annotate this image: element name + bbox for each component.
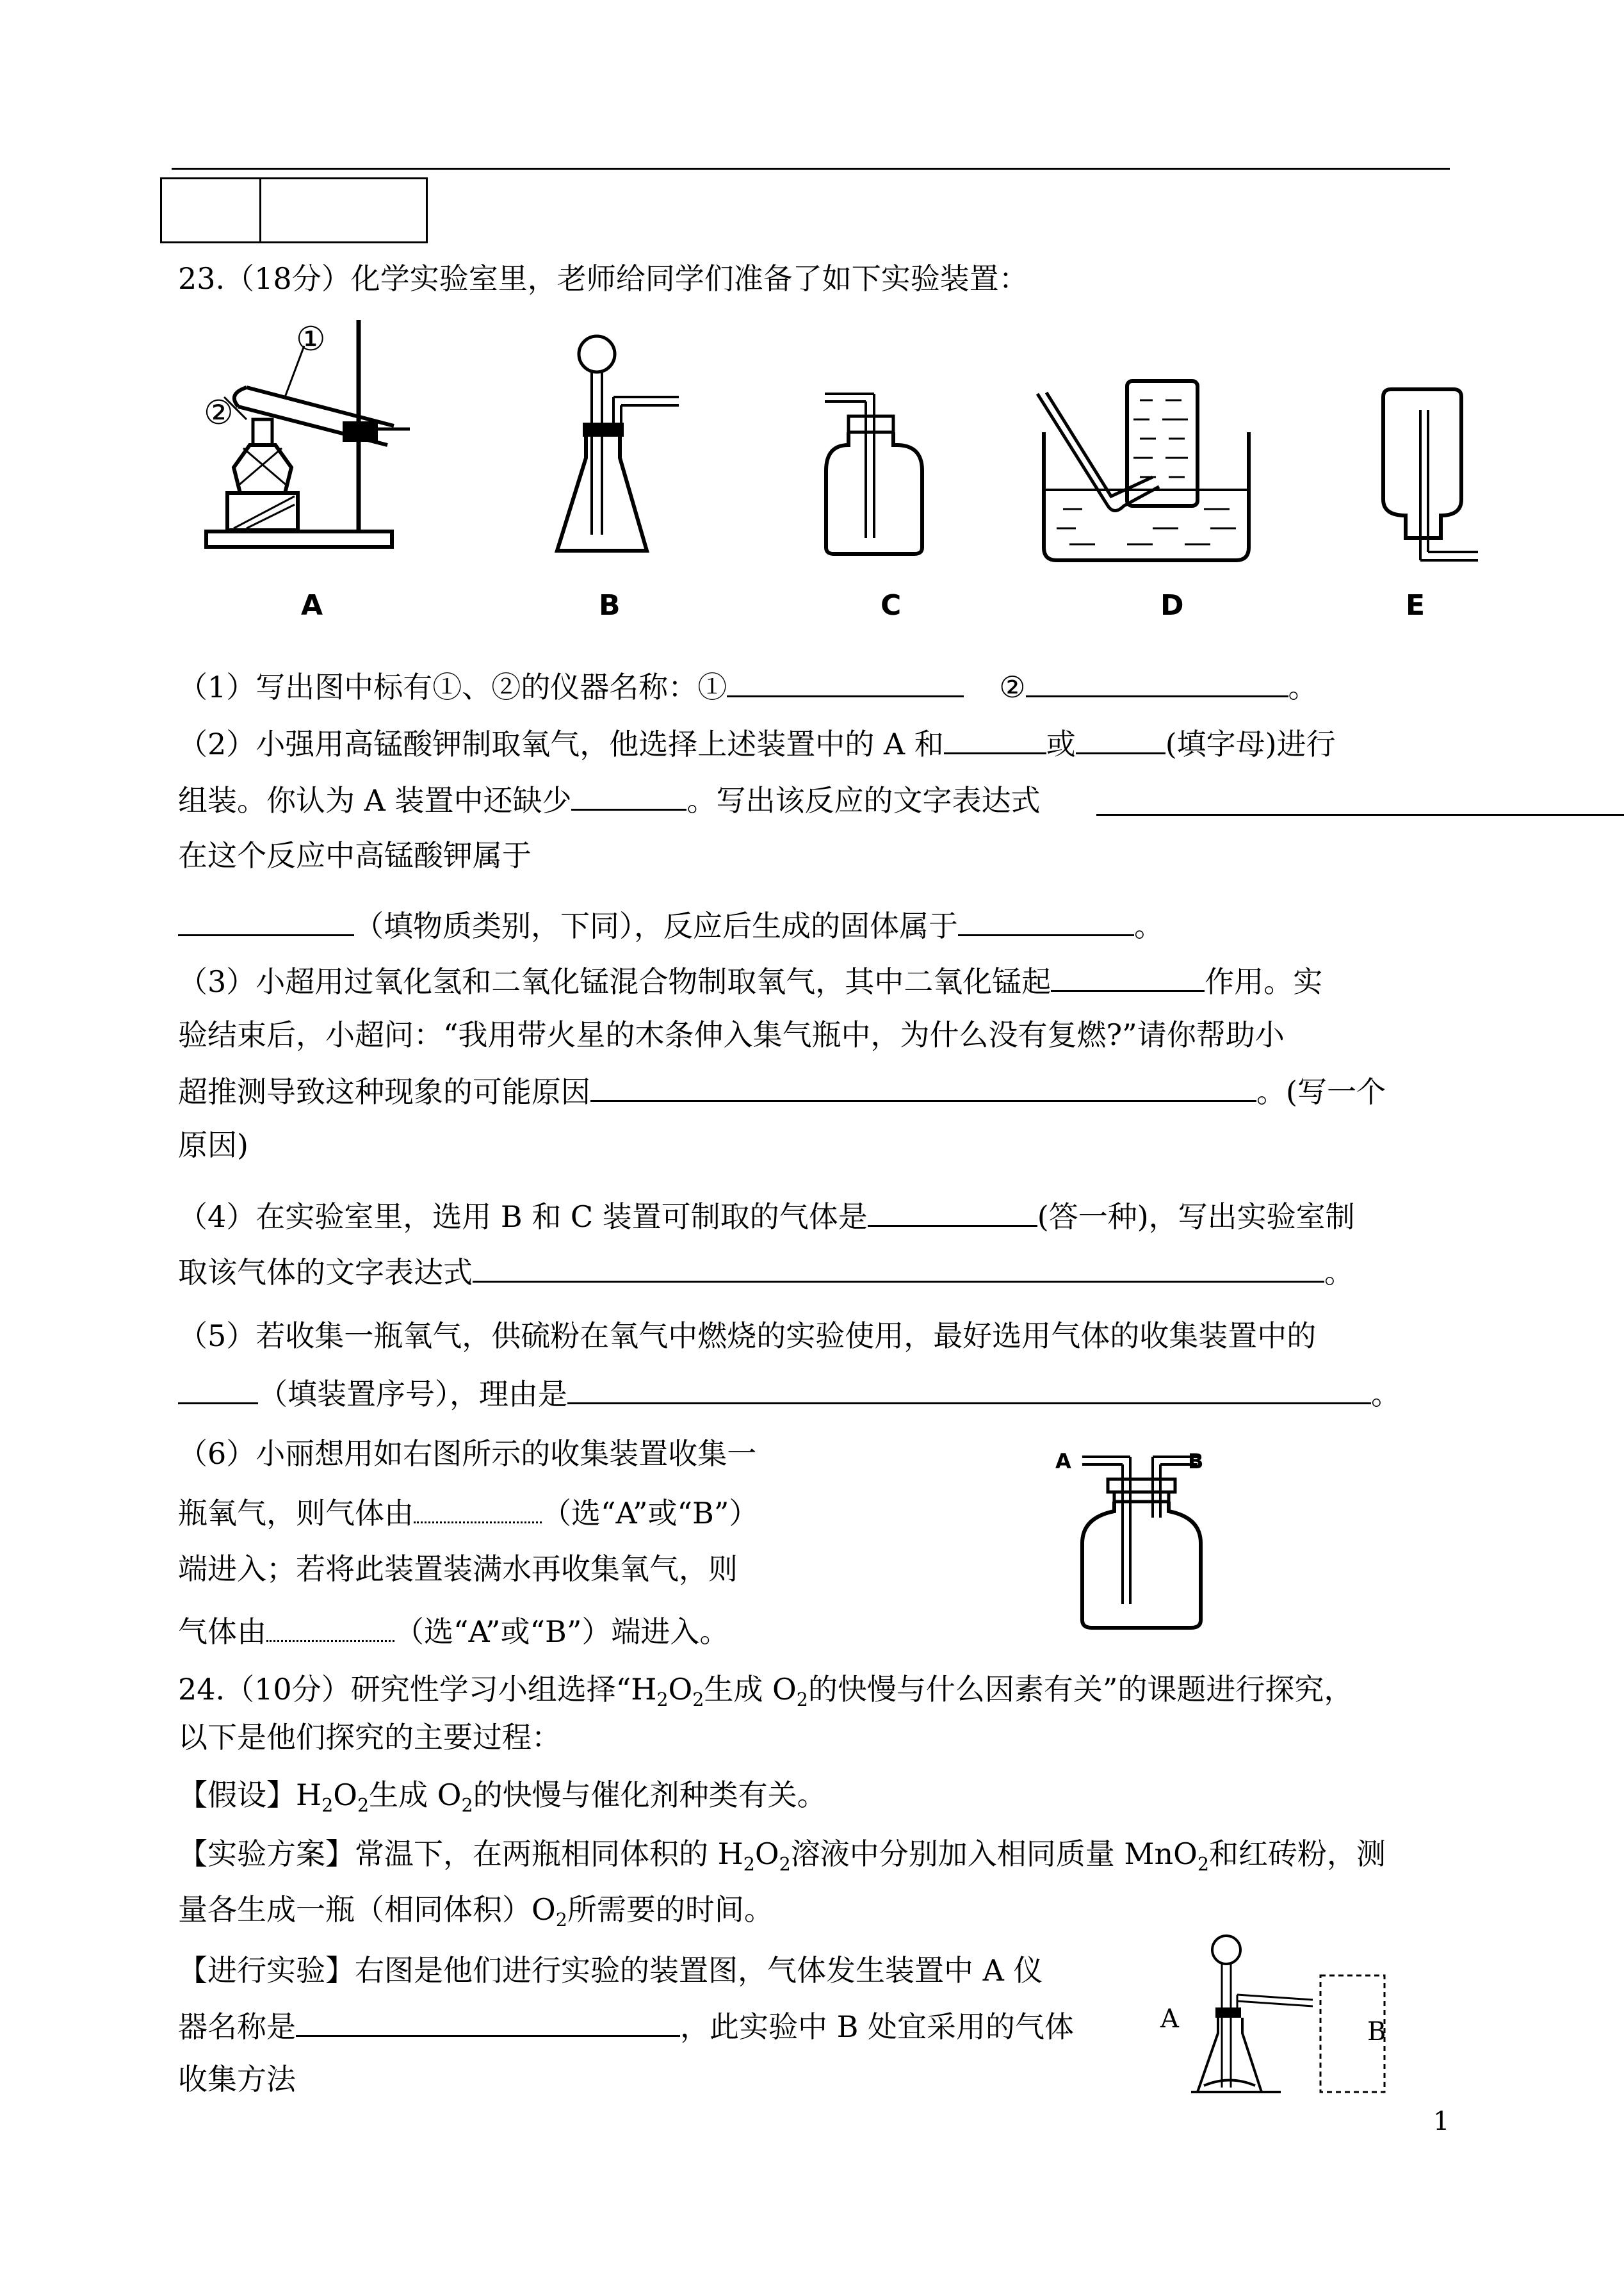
q23-part2-text-f: （填物质类别，下同），反应后生成的固体属于 [354,909,958,943]
q23-part1-end: 。 [1288,670,1318,704]
q23-title: 23.（18分）化学实验室里，老师给同学们准备了如下实验装置： [178,261,1028,296]
q24-plan-d: 和红砖粉，测 [1209,1837,1386,1871]
answer-blank-5b[interactable] [567,1373,1371,1404]
q24-line1 [178,1670,1353,1719]
q23-part3-text-b: 作用。实 [1205,964,1323,999]
q23-part6-line1: （6）小丽想用如右图所示的收集装置收集一 [178,1436,757,1471]
q24-sub-c: 2 [796,1689,808,1711]
q23-part5-text-b: 。 [1371,1377,1401,1411]
q23-part3-text-a: （3）小超用过氧化氢和二氧化锰混合物制取氧气，其中二氧化锰起 [178,964,1052,999]
gas-bottle-figure [1063,1447,1230,1633]
q23-part4-text-a: （4）在实验室里，选用 B 和 C 装置可制取的气体是 [178,1199,868,1234]
answer-blank-3a[interactable] [1051,961,1205,992]
apparatus-label-c: C [881,589,902,622]
answer-blank-2f[interactable] [958,905,1134,936]
apparatus-e-figure [1370,384,1479,564]
q23-part1-text: （1）写出图中标有①、②的仪器名称：① [178,670,727,704]
q24-plan2-sub: 2 [555,1910,567,1931]
q24-plan-c: 溶液中分别加入相同质量 MnO [790,1837,1198,1871]
q23-part4-line2 [178,1251,1354,1292]
q23-part6-text-b: （选“A”或“B”） [542,1496,759,1530]
answer-blank-2b[interactable] [1076,723,1165,754]
q24-fig-label-a: A [1160,2004,1179,2034]
q23-part4-text-b: (答一种)，写出实验室制 [1037,1199,1355,1234]
answer-blank-2d[interactable] [1096,814,1624,816]
q23-part2-line4 [178,905,1164,945]
answer-blank-2a[interactable] [944,723,1046,754]
q23-part4-line1 [178,1196,1355,1236]
answer-blank-4a[interactable] [868,1196,1037,1227]
q23-part5-line1: （5）若收集一瓶氧气，供硫粉在氧气中燃烧的实验使用，最好选用气体的收集装置中的 [178,1318,1317,1353]
answer-blank-2e[interactable] [178,905,354,936]
answer-blank-1a[interactable] [727,666,964,697]
q24-plan-b: O [754,1837,779,1871]
answer-blank-3b[interactable] [590,1071,1256,1102]
q23-part3-line2: 验结束后，小超问：“我用带火星的木条伸入集气瓶中，为什么没有复燃?”请你帮助小 [178,1018,1285,1052]
apparatus-d-figure [1037,375,1268,567]
bottle-label-a: A [1055,1449,1071,1473]
q24-hyp-c: 生成 O [369,1778,462,1812]
q24-text-b: O [668,1672,693,1707]
q23-part3-text-d: 。(写一个 [1256,1075,1386,1109]
q23-part6-text-c: 气体由 [178,1614,266,1649]
q23-part2-text-b: 或 [1046,727,1076,761]
q24-hyp-sub-c: 2 [461,1795,473,1817]
q23-part2-text-d: 组装。你认为 A 装置中还缺少 [178,783,572,818]
q23-part2-line3: 在这个反应中高锰酸钾属于 [178,838,532,873]
answer-blank-5a[interactable] [178,1373,258,1404]
q24-hyp-a: 【假设】H [178,1778,322,1812]
q24-hyp-sub-b: 2 [357,1795,369,1817]
q23-part2-text-a: （2）小强用高锰酸钾制取氧气，他选择上述装置中的 A 和 [178,727,944,761]
q23-part5-text-a: （填装置序号），理由是 [258,1377,567,1411]
q23-part6-line3: 端进入；若将此装置装满水再收集氧气，则 [178,1552,738,1586]
q24-fig-label-b: B [1367,2017,1386,2047]
q24-sub-a: 2 [656,1689,669,1711]
apparatus-b-figure [551,323,692,567]
q24-exp-line3: 收集方法 [178,2062,296,2096]
q23-part2-line2 [178,779,1040,820]
q23-part3-line3 [178,1071,1386,1111]
score-box [160,177,428,243]
answer-blank-6b[interactable] [266,1610,394,1642]
q23-part2-line1 [178,723,1336,763]
score-box-divider [259,179,261,241]
q24-plan-sub-b: 2 [779,1854,791,1876]
q24-plan2-a: 量各生成一瓶（相同体积）O [178,1892,556,1927]
q24-exp-text-a: 器名称是 [178,2009,296,2044]
q24-apparatus-figure [1185,1924,1390,2104]
q24-text-d: 的快慢与什么因素有关”的课题进行探究， [808,1672,1354,1707]
q23-part4-text-c: 取该气体的文字表达式 [178,1255,473,1290]
q24-text-a: 24.（10分）研究性学习小组选择“H [178,1672,657,1707]
q23-part1-mid: ② [999,670,1026,704]
q23-part2-text-g: 。 [1134,909,1164,943]
header-rule [172,168,1450,170]
apparatus-label-a: A [301,589,323,622]
q24-plan2-b: 所需要的时间。 [567,1892,774,1927]
apparatus-label-e: E [1406,589,1425,622]
q23-part3-line1 [178,961,1322,1001]
answer-blank-2c[interactable] [571,779,686,811]
q24-text-c: 生成 O [704,1672,797,1707]
q23-part2-text-e: 。写出该反应的文字表达式 [686,783,1041,818]
apparatus-c-figure [820,384,935,564]
apparatus-label-d: D [1160,589,1184,622]
answer-blank-4b[interactable] [473,1251,1324,1283]
bottle-label-b: B [1188,1449,1204,1473]
q23-part6-text-a: 瓶氧气，则气体由 [178,1496,414,1530]
callout-2: ② [204,394,234,432]
q24-sub-b: 2 [692,1689,704,1711]
answer-blank-24a[interactable] [296,2006,680,2037]
q24-plan-sub-a: 2 [743,1854,755,1876]
q24-exp-line1: 【进行实验】右图是他们进行实验的装置图，气体发生装置中 A 仪 [178,1953,1043,1988]
q24-plan-line1 [178,1835,1386,1884]
q24-exp-line2 [178,2006,1074,2046]
page-number: 1 [1433,2107,1450,2136]
q24-plan-a: 【实验方案】常温下，在两瓶相同体积的 H [178,1837,743,1871]
q23-part3-line4: 原因) [178,1128,248,1162]
q23-part3-text-c: 超推测导致这种现象的可能原因 [178,1075,590,1109]
answer-blank-1b[interactable] [1026,666,1288,697]
q24-plan-sub-c: 2 [1197,1854,1209,1876]
q24-plan-line2 [178,1890,774,1940]
q24-hyp-sub-a: 2 [321,1795,334,1817]
q23-part6-line2 [178,1492,758,1532]
q24-hyp-b: O [333,1778,357,1812]
q23-part6-text-d: （选“A”或“B”）端进入。 [394,1614,729,1649]
answer-blank-6a[interactable] [414,1492,542,1523]
q23-part4-text-d: 。 [1324,1255,1354,1290]
q24-hypothesis [178,1776,827,1825]
q24-hyp-d: 的快慢与催化剂种类有关。 [473,1778,827,1812]
q24-line2: 以下是他们探究的主要过程： [178,1720,561,1755]
q23-part6-line4 [178,1610,729,1651]
q23-part2-text-c: (填字母)进行 [1165,727,1336,761]
q23-part5-line2 [178,1373,1401,1413]
callout-1: ① [296,320,326,359]
q24-exp-text-b: ，此实验中 B 处宜采用的气体 [680,2009,1075,2044]
apparatus-label-b: B [599,589,621,622]
q23-part1 [178,666,1318,706]
